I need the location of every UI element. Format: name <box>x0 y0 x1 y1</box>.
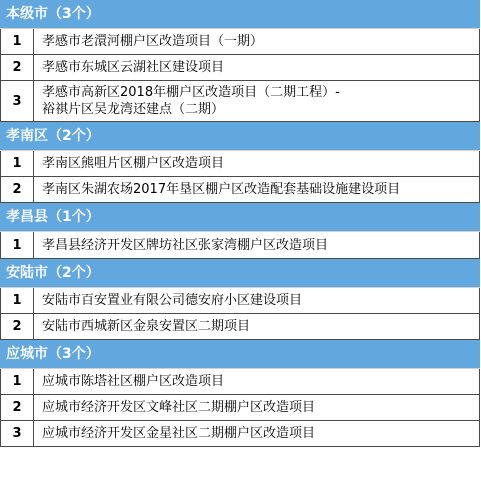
row-number: 2 <box>0 55 34 80</box>
section-header-xiaonan: 孝南区（2个） <box>0 122 480 151</box>
project-name: 应城市经济开发区金星社区二期棚户区改造项目 <box>34 421 480 446</box>
section-header-xiaochang: 孝昌县（1个） <box>0 203 480 232</box>
project-name: 安陆市西城新区金泉安置区二期项目 <box>34 314 480 339</box>
project-name: 孝感市老澴河棚户区改造项目（一期） <box>34 29 480 54</box>
project-name: 孝感市高新区2018年棚户区改造项目（二期工程）- 裕祺片区吴龙湾还建点（二期） <box>34 81 480 121</box>
project-name: 孝南区朱湖农场2017年垦区棚户区改造配套基础设施建设项目 <box>34 177 480 202</box>
project-name: 应城市经济开发区文峰社区二期棚户区改造项目 <box>34 395 480 420</box>
row-number: 2 <box>0 395 34 420</box>
table-row <box>0 232 480 259</box>
row-number: 2 <box>0 314 34 339</box>
table-row <box>0 81 480 122</box>
section-header-yingcheng: 应城市（3个） <box>0 340 480 369</box>
row-number: 1 <box>0 288 34 313</box>
row-number: 1 <box>0 232 34 258</box>
table-row <box>0 369 480 395</box>
row-number: 2 <box>0 177 34 202</box>
section-header-benji: 本级市（3个） <box>0 0 480 29</box>
table-row <box>0 314 480 340</box>
project-name: 孝南区熊咀片区棚户区改造项目 <box>34 151 480 176</box>
row-number: 1 <box>0 151 34 176</box>
table-row <box>0 288 480 314</box>
table-row <box>0 151 480 177</box>
table-row <box>0 421 480 447</box>
row-number: 3 <box>0 81 34 121</box>
row-number: 1 <box>0 369 34 394</box>
project-name: 孝昌县经济开发区牌坊社区张家湾棚户区改造项目 <box>34 232 480 258</box>
row-number: 1 <box>0 29 34 54</box>
table-row <box>0 55 480 81</box>
table-row <box>0 29 480 55</box>
project-name: 孝感市东城区云湖社区建设项目 <box>34 55 480 80</box>
project-name: 应城市陈塔社区棚户区改造项目 <box>34 369 480 394</box>
table-row <box>0 177 480 203</box>
project-name: 安陆市百安置业有限公司德安府小区建设项目 <box>34 288 480 313</box>
section-header-anlu: 安陆市（2个） <box>0 259 480 288</box>
table-row <box>0 395 480 421</box>
row-number: 3 <box>0 421 34 446</box>
